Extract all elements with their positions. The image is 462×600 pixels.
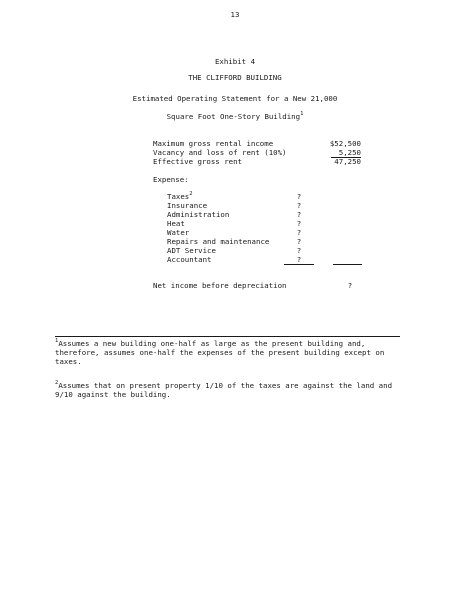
footnote-divider bbox=[55, 336, 400, 337]
income-amount-gross: $52,500 bbox=[329, 139, 361, 148]
expense-label-heat: Heat bbox=[167, 219, 185, 228]
expense-amount-administration: ? bbox=[296, 210, 302, 219]
expense-amount-heat: ? bbox=[296, 219, 302, 228]
expense-label-accountant: Accountant bbox=[167, 255, 212, 264]
expense-label-water: Water bbox=[167, 228, 190, 237]
footnote-2-mark: 2 bbox=[55, 380, 59, 386]
expense-amount-water: ? bbox=[296, 228, 302, 237]
footnote-2 bbox=[55, 381, 400, 399]
income-amount-effective: 47,250 bbox=[334, 157, 361, 166]
expense-label-taxes-text: Taxes bbox=[167, 192, 190, 201]
expense-label-insurance: Insurance bbox=[167, 201, 208, 210]
expense-amount-adt-service: ? bbox=[296, 246, 302, 255]
footnote-1-text: Assumes a new building one-half as large as the present building and, therefore, assumes one-half the expenses of the present building except on taxes. bbox=[55, 339, 385, 366]
expense-label-repairs: Repairs and maintenance bbox=[167, 237, 270, 246]
expense-label-administration: Administration bbox=[167, 210, 230, 219]
document-title: THE CLIFFORD BUILDING bbox=[188, 73, 282, 82]
income-amount-vacancy: 5,250 bbox=[331, 148, 361, 158]
footnote-ref-2: 2 bbox=[189, 191, 193, 197]
footnote-ref-1: 1 bbox=[300, 111, 304, 117]
net-income-label: Net income before depreciation bbox=[153, 281, 287, 290]
expense-amount-insurance: ? bbox=[296, 201, 302, 210]
footnote-2-text: Assumes that on present property 1/10 of the taxes are against the land and 9/10 against the building. bbox=[55, 381, 393, 399]
net-income-amount: ? bbox=[347, 281, 353, 290]
footnote-1-mark: 1 bbox=[55, 338, 59, 344]
page-number: 13 bbox=[230, 10, 240, 19]
income-label-gross: Maximum gross rental income bbox=[153, 139, 274, 148]
expense-heading: Expense: bbox=[153, 175, 189, 184]
subtitle-line-1: Estimated Operating Statement for a New 21,000 bbox=[132, 94, 338, 103]
subtitle-line-2-text: Square Foot One-Story Building bbox=[166, 112, 301, 121]
expense-amount-accountant: ? bbox=[284, 255, 314, 265]
footnote-1 bbox=[55, 339, 400, 366]
expense-label-adt-service: ADT Service bbox=[167, 246, 216, 255]
expense-amount-repairs: ? bbox=[296, 237, 302, 246]
total-expense-rule bbox=[333, 264, 362, 265]
income-label-vacancy: Vacancy and loss of rent (10%) bbox=[153, 148, 287, 157]
subtitle-line-2 bbox=[0, 112, 462, 121]
income-label-effective: Effective gross rent bbox=[153, 157, 242, 166]
expense-amount-taxes: ? bbox=[296, 192, 302, 201]
expense-label-taxes bbox=[167, 192, 193, 201]
exhibit-label: Exhibit 4 bbox=[214, 57, 256, 66]
